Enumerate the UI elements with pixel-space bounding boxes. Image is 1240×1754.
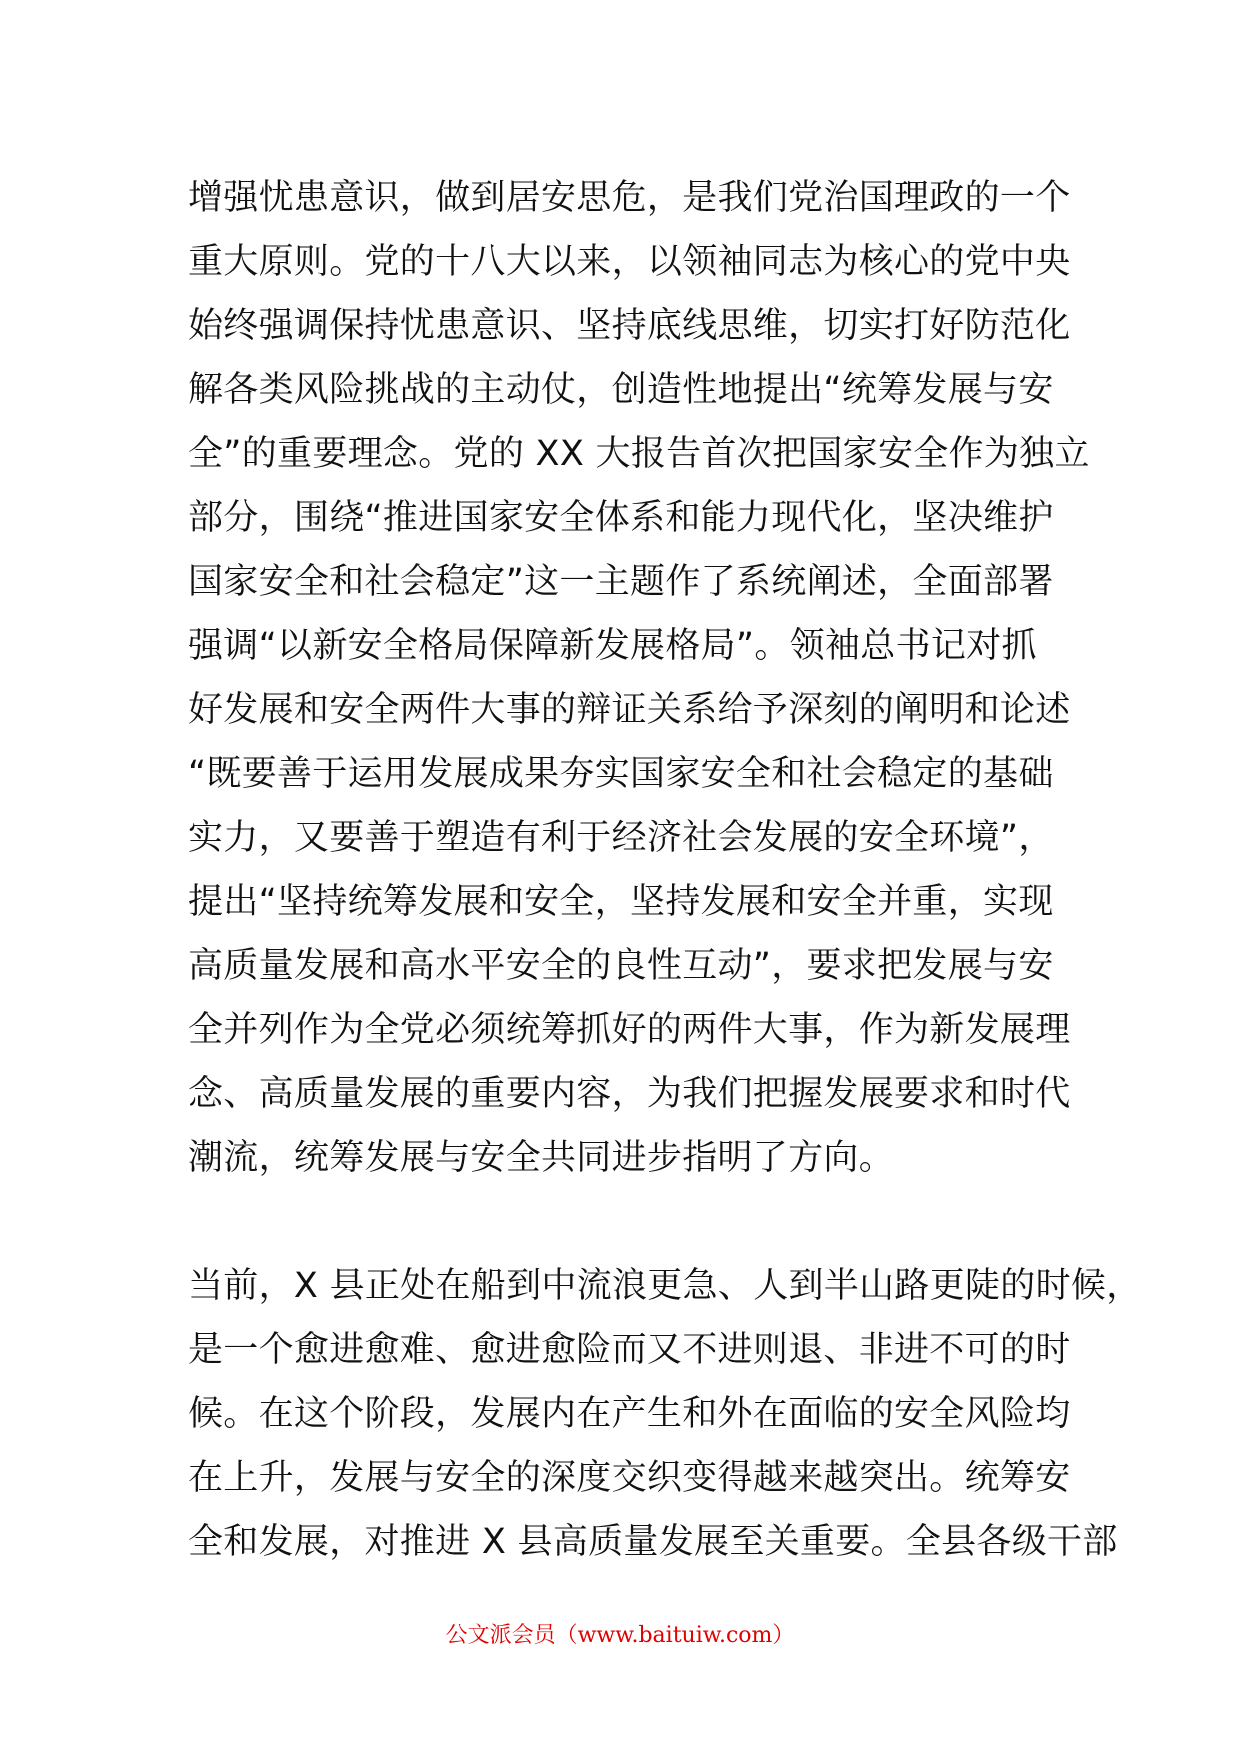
text-line: 是一个愈进愈难、愈进愈险而又不进则退、非进不可的时	[188, 1330, 1071, 1370]
text-line: 在上升，发展与安全的深度交织变得越来越突出。统筹安	[188, 1458, 1071, 1498]
text-line: 当前，X 县正处在船到中流浪更急、人到半山路更陡的时候，	[188, 1266, 1142, 1306]
text-line: 重大原则。党的十八大以来，以领袖同志为核心的党中央	[188, 242, 1071, 282]
text-line: 始终强调保持忧患意识、坚持底线思维，切实打好防范化	[188, 306, 1071, 346]
text-line: 候。在这个阶段，发展内在产生和外在面临的安全风险均	[188, 1394, 1071, 1434]
text-line: 全”的重要理念。党的 XX 大报告首次把国家安全作为独立	[188, 434, 1090, 474]
text-line: “既要善于运用发展成果夯实国家安全和社会稳定的基础	[188, 754, 1054, 794]
text-line: 潮流，统筹发展与安全共同进步指明了方向。	[188, 1138, 895, 1178]
text-line: 强调“以新安全格局保障新发展格局”。领袖总书记对抓	[188, 626, 1037, 666]
text-line: 增强忧患意识，做到居安思危，是我们党治国理政的一个	[188, 178, 1071, 218]
paragraph-1	[188, 166, 1090, 1190]
paragraph-2	[188, 1254, 1142, 1574]
text-line: 全和发展，对推进 X 县高质量发展至关重要。全县各级干部	[188, 1522, 1118, 1562]
text-line: 高质量发展和高水平安全的良性互动”，要求把发展与安	[188, 946, 1054, 986]
text-line: 部分，围绕“推进国家安全体系和能力现代化，坚决维护	[188, 498, 1054, 538]
text-line: 好发展和安全两件大事的辩证关系给予深刻的阐明和论述	[188, 690, 1071, 730]
text-line: 念、高质量发展的重要内容，为我们把握发展要求和时代	[188, 1074, 1071, 1114]
footer-watermark: 公文派会员（www.baituiw.com）	[445, 1623, 795, 1648]
text-line: 提出“坚持统筹发展和安全，坚持发展和安全并重，实现	[188, 882, 1054, 922]
text-line: 实力，又要善于塑造有利于经济社会发展的安全环境”，	[188, 818, 1054, 858]
text-line: 全并列作为全党必须统筹抓好的两件大事，作为新发展理	[188, 1010, 1071, 1050]
text-line: 国家安全和社会稳定”这一主题作了系统阐述，全面部署	[188, 562, 1054, 602]
text-line: 解各类风险挑战的主动仗，创造性地提出“统筹发展与安	[188, 370, 1054, 410]
